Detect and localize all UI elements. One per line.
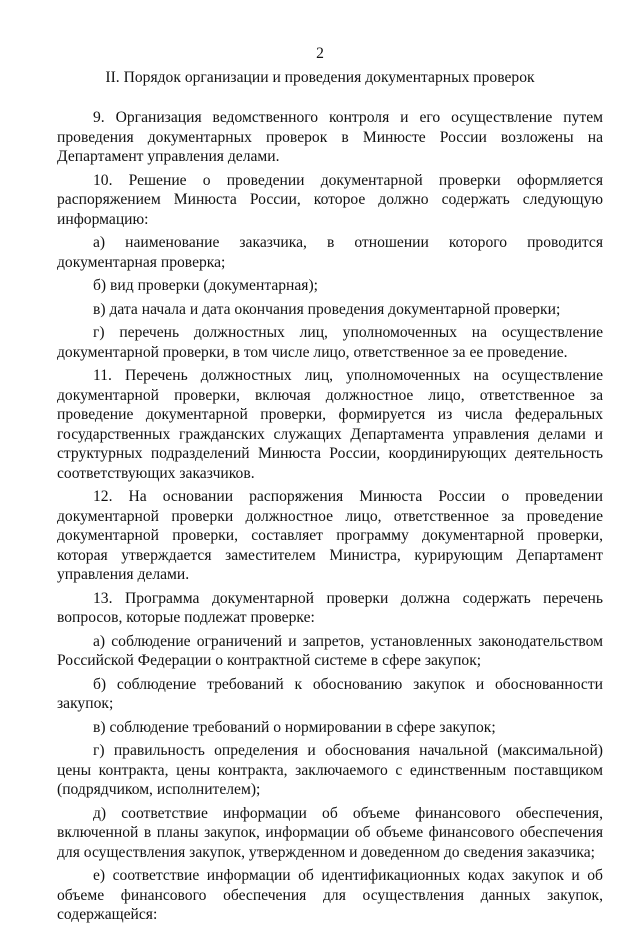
paragraph-13-item-v: в) соблюдение требований о нормировании в сфере закупок; xyxy=(93,718,496,736)
paragraph-10-item-v: в) дата начала и дата окончания проведения документарной проверки; xyxy=(93,300,561,318)
paragraph-13-item-e: е) соответствие информации об идентификационных кодах закупок и об объеме финансового обеспечения для осуществления данных закупок, содержащейся: xyxy=(57,867,603,923)
section-title: II. Порядок организации и проведения документарных проверок xyxy=(105,69,535,86)
paragraph-10-item-g: г) перечень должностных лиц, уполномоченных на осуществление документарной проверки, в том числе лицо, ответственное за ее проведение. xyxy=(57,324,603,361)
page-number: 2 xyxy=(316,45,324,62)
paragraph-13-item-a: а) соблюдение ограничений и запретов, установленных законодательством Российской Федерации о контрактной системе в сфере закупок; xyxy=(57,632,603,669)
paragraph-13-item-b: б) соблюдение требований к обоснованию закупок и обоснованности закупок; xyxy=(57,675,603,712)
paragraph-13-item-g: г) правильность определения и обоснования начальной (максимальной) цены контракта, цены контракта, заключаемого с единственным поставщиком (подрядчиком, исполнителем); xyxy=(57,742,603,798)
paragraph-13-item-d: д) соответствие информации об объеме финансового обеспечения, включенной в планы закупок, информации об объеме финансового обеспечения для осуществления закупок, утвержденном и доведенном до сведения заказчика; xyxy=(57,804,603,861)
paragraph-13: 13. Программа документарной проверки должна содержать перечень вопросов, которые подлежат проверке: xyxy=(57,589,603,626)
document-body xyxy=(57,108,603,929)
paragraph-11: 11. Перечень должностных лиц, уполномоченных на осуществление документарной проверки, включая должностное лицо, ответственное за проведение документарной проверки, формируется из числа федеральных государственных гражданских служащих Департамента управления делами и структурных подразделений Минюста России, координирующих деятельность соответствующих заказчиков. xyxy=(57,367,603,482)
paragraph-12: 12. На основании распоряжения Минюста России о проведении документарной проверки должностное лицо, ответственное за проведение документарной проверки, составляет программу документарной проверки, которая утверждается заместителем Министра, курирующим Департамент управления делами. xyxy=(57,488,603,583)
paragraph-9: 9. Организация ведомственного контроля и его осуществление путем проведения документарных проверок в Минюсте России возложены на Департамент управления делами. xyxy=(57,109,603,165)
paragraph-10-item-b: б) вид проверки (документарная); xyxy=(93,277,319,294)
paragraph-10-item-a: а) наименование заказчика, в отношении которого проводится документарная проверка; xyxy=(57,234,603,271)
paragraph-10: 10. Решение о проведении документарной проверки оформляется распоряжением Минюста России, которое должно содержать следующую информацию: xyxy=(57,171,603,228)
